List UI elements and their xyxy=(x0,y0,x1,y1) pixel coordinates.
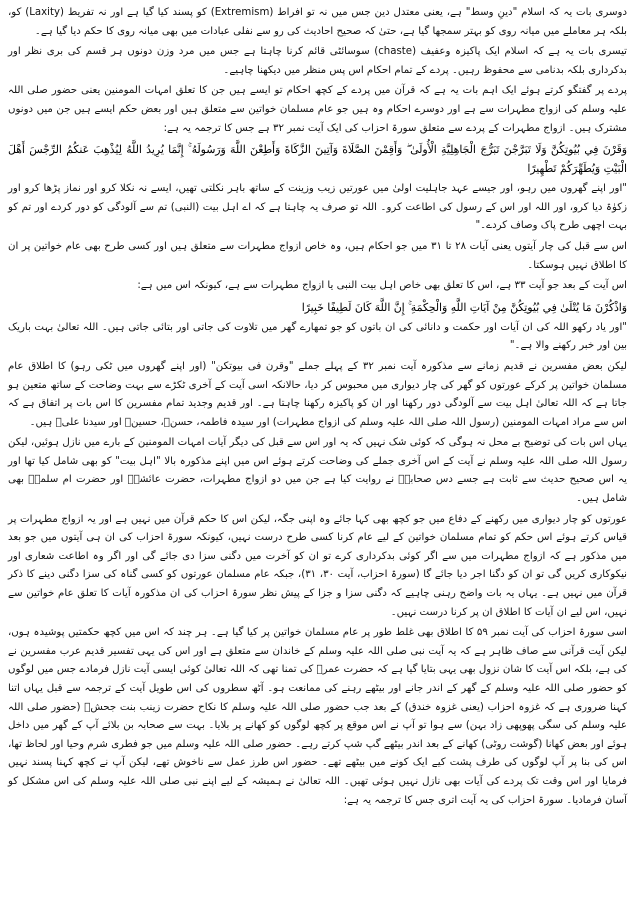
paragraph-purdah-intro: پردے پر گفتگو کرتے ہوئے ایک اہم بات یہ ہے کہ قرآن میں پردے کے کچھ احکام تو ایسے ہیں جن کا تعلق امہات المومنین یعنی حضور صلی اللہ علیہ وسلم کی ازواج مطہرات سے ہے اور دوسرے احکام وہ ہیں جو عام مسلمان خواتین سے متعلق ہیں اور بعض حکم ایسے ہیں جن میں دونوں مشترک ہیں۔ ازواج مطہرات کے پردے سے متعلق سورۃ احزاب کی ایک آیت نمبر ۳۲ ہے جس کا ترجمہ یہ ہے: xyxy=(8,85,627,134)
paragraph-wasat: دوسری بات یہ کہ اسلام "دینِ وسط" ہے، یعنی معتدل دین جس میں نہ تو افراط (Extremism) کو پسند کیا گیا ہے اور نہ تفریط (Laxity) کو، بلکہ ہر معاملے میں میانہ روی کو بہتر سمجھا گیا ہے، حتیٰ کہ صحیح احادیث کی رو سے نفلی عبادات میں بھی میانہ روی کا حکم دیا گیا ہے۔ xyxy=(8,7,627,37)
quran-verse-33-33: وَقَرْنَ فِي بُيُوتِكُنَّ وَلَا تَبَرَّجْنَ تَبَرُّجَ الْجَاهِلِيَّةِ الْأُولَىٰ ۖ وَأَقِمْنَ الصَّلَاةَ وَآتِينَ الزَّكَاةَ وَأَطِعْنَ اللَّهَ وَرَسُولَهُ ۚ إِنَّمَا يُرِيدُ اللَّهُ لِيُذْهِبَ عَنكُمُ الرِّجْسَ أَهْلَ الْبَيْتِ وَيُطَهِّرَكُمْ تَطْهِيرًا xyxy=(8,143,627,176)
verse-translation-2: "اور یاد رکھو اللہ کی ان آیات اور حکمت و دانائی کی ان باتوں کو جو تمھارے گھر میں تلاوت کی جاتی اور بتائی جاتی ہیں۔ اللہ تعالیٰ بہت باریک بین اور خبر رکھنے والا ہے۔" xyxy=(8,321,627,352)
paragraph-four-walls: عورتوں کو چار دیواری میں رکھنے کے دفاع میں جو کچھ بھی کہا جائے وہ اپنی جگہ، لیکن اس کا حکم قرآن میں نہیں ہے اور یہ ازواج مطہرات پر قیاس کرتے ہوئے اس حکم کو تمام مسلمان خواتین کے لیے عام کرنا کسی طرح درست نہیں، کیونکہ سورۃ احزاب کی ان ہی آیتوں میں جو بعد میں مذکور ہے کہ ازواج مطہرات میں سے اگر کوئی بدکرداری کرے تو ان کو آخرت میں دگنی سزا دی جائے گی اور اگر وہ اطاعت شعاری اور نیکوکاری کریں گی تو ان کو دگنا اجر دیا جائے گا (سورۃ احزاب، آیت ۳۰، ۳۱)، جبکہ عام مسلمان عورتوں کو کسی گناہ کی سزا دگنی دینے کا ذکر قرآن میں نہیں ہے۔ یہاں یہ بات واضح رہنی چاہیے کہ دگنی سزا و جزا کے پیش نظر سورۃ احزاب کی ان مذکورہ آیات کا تعلق عام خواتین سے نہیں، اس لیے ان آیات کا اطلاق ان پر کرنا درست نہیں۔ xyxy=(8,513,628,618)
paragraph-verses-28-31: اس سے قبل کی چار آیتوں یعنی آیات ۲۸ تا ۳۱ میں جو احکام ہیں، وہ خاص ازواج مطہرات سے متعلق ہیں اور کسی طرح بھی عام خواتین پر ان کا اطلاق نہیں ہوسکتا۔ xyxy=(8,240,627,271)
paragraph-ahl-bait: یہاں اس بات کی توضیح بے محل نہ ہوگی کہ کوئی شک نہیں کہ یہ اور اس سے قبل کی دیگر آیات امہات المومنین کے بارے میں نازل ہوئیں، لیکن رسول اللہ صلی اللہ علیہ وسلم نے آیت کے اس آخری جملے کی وضاحت کرتے ہوئے اس میں اپنے مذکورہ بالا "اہل بیت" کو بھی شامل کیا تھا اور یہ اس صحیح حدیث سے ثابت ہے جسے دس صحابہؓ نے روایت کیا ہے جن میں دو ازواج مطہرات، حضرت عائشہؓ اور حضرت ام سلمہؓ بھی شامل ہیں۔ xyxy=(8,437,627,505)
verse-translation: "اور اپنے گھروں میں رہو، اور جیسے عہد جاہلیت اولیٰ میں عورتیں زیب وزینت کے ساتھ باہر نکلتی تھیں، ایسے نہ نکلا کرو اور نماز پڑھا کرو اور زکوٰۃ دیا کرو، اور اللہ اور اس کے رسول کی اطاعت کرو۔ اللہ تو صرف یہ چاہتا ہے کہ اے اہل بیت (النبی) تم سے آلودگی کو دور کردے اور تم کو بہت اچھی طرح پاک وصاف کردے۔" xyxy=(8,183,627,232)
paragraph-mufassireen: لیکن بعض مفسرین نے قدیم زمانے سے مذکورہ آیت نمبر ۳۲ کے پہلے جملے "وقرن فی بیوتکن" (اور اپنے گھروں میں ٹکی رہو) کا اطلاق عام مسلمان خواتین پر کرکے عورتوں کو گھر کی چار دیواری میں محبوس کر دیا، حالانکہ اسی آیت کے آخری ٹکڑے سے بہت وضاحت کے ساتھ متعین ہو جاتا ہے کہ اللہ تعالیٰ اہل بیت سے آلودگی دور رکھنا اور ان کو پاکیزہ رکھنا چاہتا ہے۔ اور قدیم وجدید تمام مفسرین کا اس بات پر اتفاق ہے کہ اس سے مراد امہات المومنین (رسول اللہ صلی اللہ علیہ وسلم کی ازواج مطہرات) اور سیدہ فاطمہ، حسنؓ، حسینؓ اور سیدنا علیؓ ہیں۔ xyxy=(8,360,627,428)
paragraph-chaste-society: تیسری بات یہ ہے کہ اسلام ایک پاکیزہ وعفیف (chaste) سوسائٹی قائم کرنا چاہتا ہے جس میں مرد وزن دونوں ہر قسم کی بری نظر اور بدکرداری بلکہ بدنامی سے محفوظ رہیں۔ پردے کے تمام احکام اس پس منظر میں دیکھنا چاہیے۔ xyxy=(8,46,627,76)
quran-verse-33-34: وَاذْكُرْنَ مَا يُتْلَىٰ فِي بُيُوتِكُنَّ مِنْ آيَاتِ اللَّهِ وَالْحِكْمَةِ ۚ إِنَّ اللَّهَ كَانَ لَطِيفًا خَبِيرًا xyxy=(301,300,627,314)
paragraph-verse-59: اسی سورۃ احزاب کی آیت نمبر ۵۹ کا اطلاق بھی غلط طور پر عام مسلمان خواتین پر کیا گیا ہے۔ ہر چند کہ اس میں کچھ حکمتیں پوشیدہ ہوں، لیکن آیت قرآنی سے صاف ظاہر ہے کہ یہ آیت نبی صلی اللہ علیہ وسلم کے خاندان سے متعلق ہے اور اس کی یہی تفسیر قدیم عرب مفسرین نے کی ہے، بلکہ اس آیت کا شان نزول بھی یہی بتایا گیا ہے کہ حضرت عمرؓ کی تمنا تھی کہ اللہ تعالیٰ کوئی ایسی آیت نازل فرمادے جس میں لوگوں کو حضور صلی اللہ علیہ وسلم کے گھر کے اندر جانے اور بیٹھے رہنے کی ممانعت ہو۔ آٹھ سطروں کی اس طویل آیت کے ترجمہ سے قبل یہاں اتنا کہنا ضروری ہے کہ غزوہ احزاب (یعنی غزوہ خندق) کے بعد جب حضور صلی اللہ علیہ وسلم کا نکاح حضرت زینب بنت جحشؓ (حضور صلی اللہ علیہ وسلم کی سگی پھوپھی زاد بہن) سے ہوا تو آپ نے اس موقع پر کچھ لوگوں کو کھانے پر بلایا۔ بہت سے صحابہ بن بلائے آپ کے گھر میں داخل ہوئے اور بعض کھانا (گوشت روٹی) کھانے کے بعد اندر بیٹھے گپ شپ کرتے رہے۔ حضور صلی اللہ علیہ وسلم میں جو فطری شرم وحیا اور لحاظ تھا، اس کی بنا پر آپ لوگوں کی طرف پشت کیے ایک کونے میں بیٹھے تھے۔ حضور اس طرز عمل سے ناخوش تھے، لیکن آپ نے کچھ کہنا پسند نہیں فرمایا اور اس وقت تک پردے کی آیات بھی نازل نہیں ہوئی تھیں۔ اللہ تعالیٰ نے ہمیشہ کے لیے اپنے نبی صلی اللہ علیہ وسلم کی اس مشکل کو آسان فرمادیا۔ سورۃ احزاب کی یہ آیت اتری جس کا ترجمہ یہ ہے: xyxy=(8,627,628,806)
paragraph-verse-34-intro: اس آیت کے بعد جو آیت ۳۳ ہے، اس کا تعلق بھی خاص اہل بیت النبی یا ازواج مطہرات سے ہے، کیونکہ اس میں ہے: xyxy=(137,280,627,292)
